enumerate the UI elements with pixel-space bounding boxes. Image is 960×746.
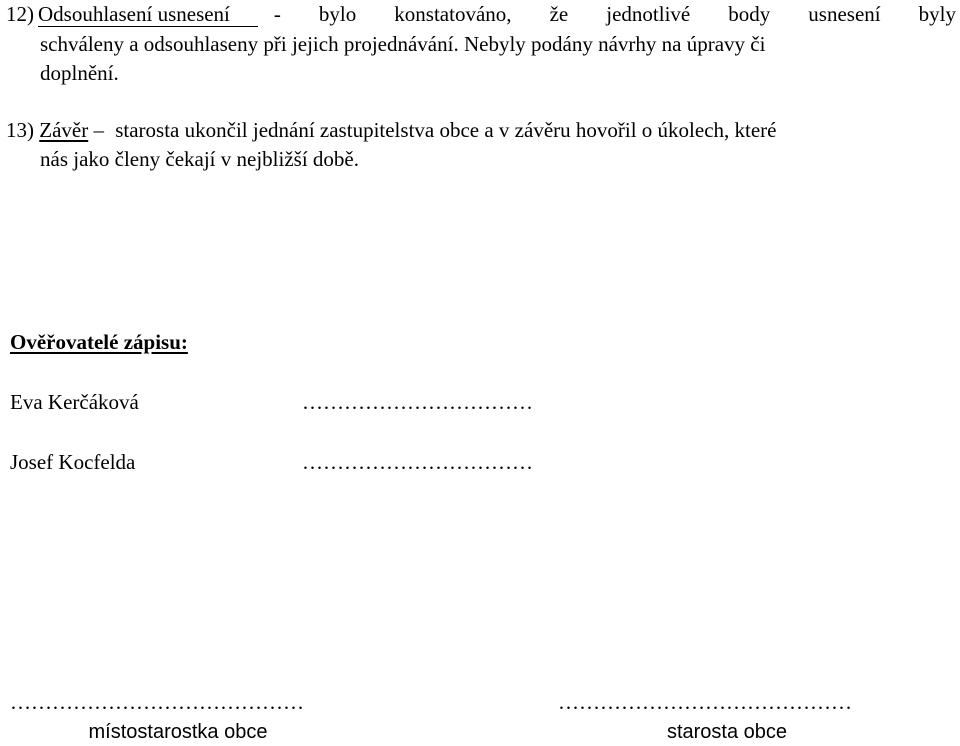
- item-12-text-1: - bylo konstatováno, že jednotlivé body usnesení byly: [273, 2, 956, 26]
- signature-dots-right: ……………………………………: [558, 690, 852, 714]
- item-13-text-1: starosta ukončil jednání zastupitelstva obce a v závěru hovořil o úkolech, které: [115, 118, 777, 142]
- item-12-title: Odsouhlasení usnesení: [38, 2, 258, 27]
- item-13-title: Závěr: [39, 118, 89, 142]
- item-13-line-1: [6, 116, 777, 144]
- item-12-line-3: doplnění.: [40, 61, 119, 85]
- signature-block-right: [558, 688, 896, 746]
- item-13-dash: –: [93, 118, 104, 142]
- verifier-name-2: Josef Kocfelda: [10, 450, 136, 474]
- item-12-number: 12): [6, 2, 34, 26]
- verifiers-heading: Ověřovatelé zápisu:: [10, 330, 188, 354]
- signature-dots-left: ……………………………………: [10, 690, 304, 714]
- item-13-line-2: nás jako členy čekají v nejbližší době.: [40, 147, 359, 171]
- item-12-line-1: [6, 0, 956, 28]
- verifier-name-1: Eva Kerčáková: [10, 390, 139, 414]
- item-12-line-2: schváleny a odsouhlaseny při jejich projednávání. Nebyly podány návrhy na úpravy či: [40, 32, 766, 56]
- signature-role-right: starosta obce: [666, 721, 788, 743]
- signature-role-left: místostarostka obce: [88, 721, 268, 743]
- item-12-lead: [6, 0, 258, 28]
- item-13-number: 13): [6, 118, 34, 142]
- verifier-signature-line-2: ……………………………: [302, 450, 533, 474]
- signature-block-left: [10, 688, 346, 746]
- verifier-signature-line-1: ……………………………: [302, 390, 533, 414]
